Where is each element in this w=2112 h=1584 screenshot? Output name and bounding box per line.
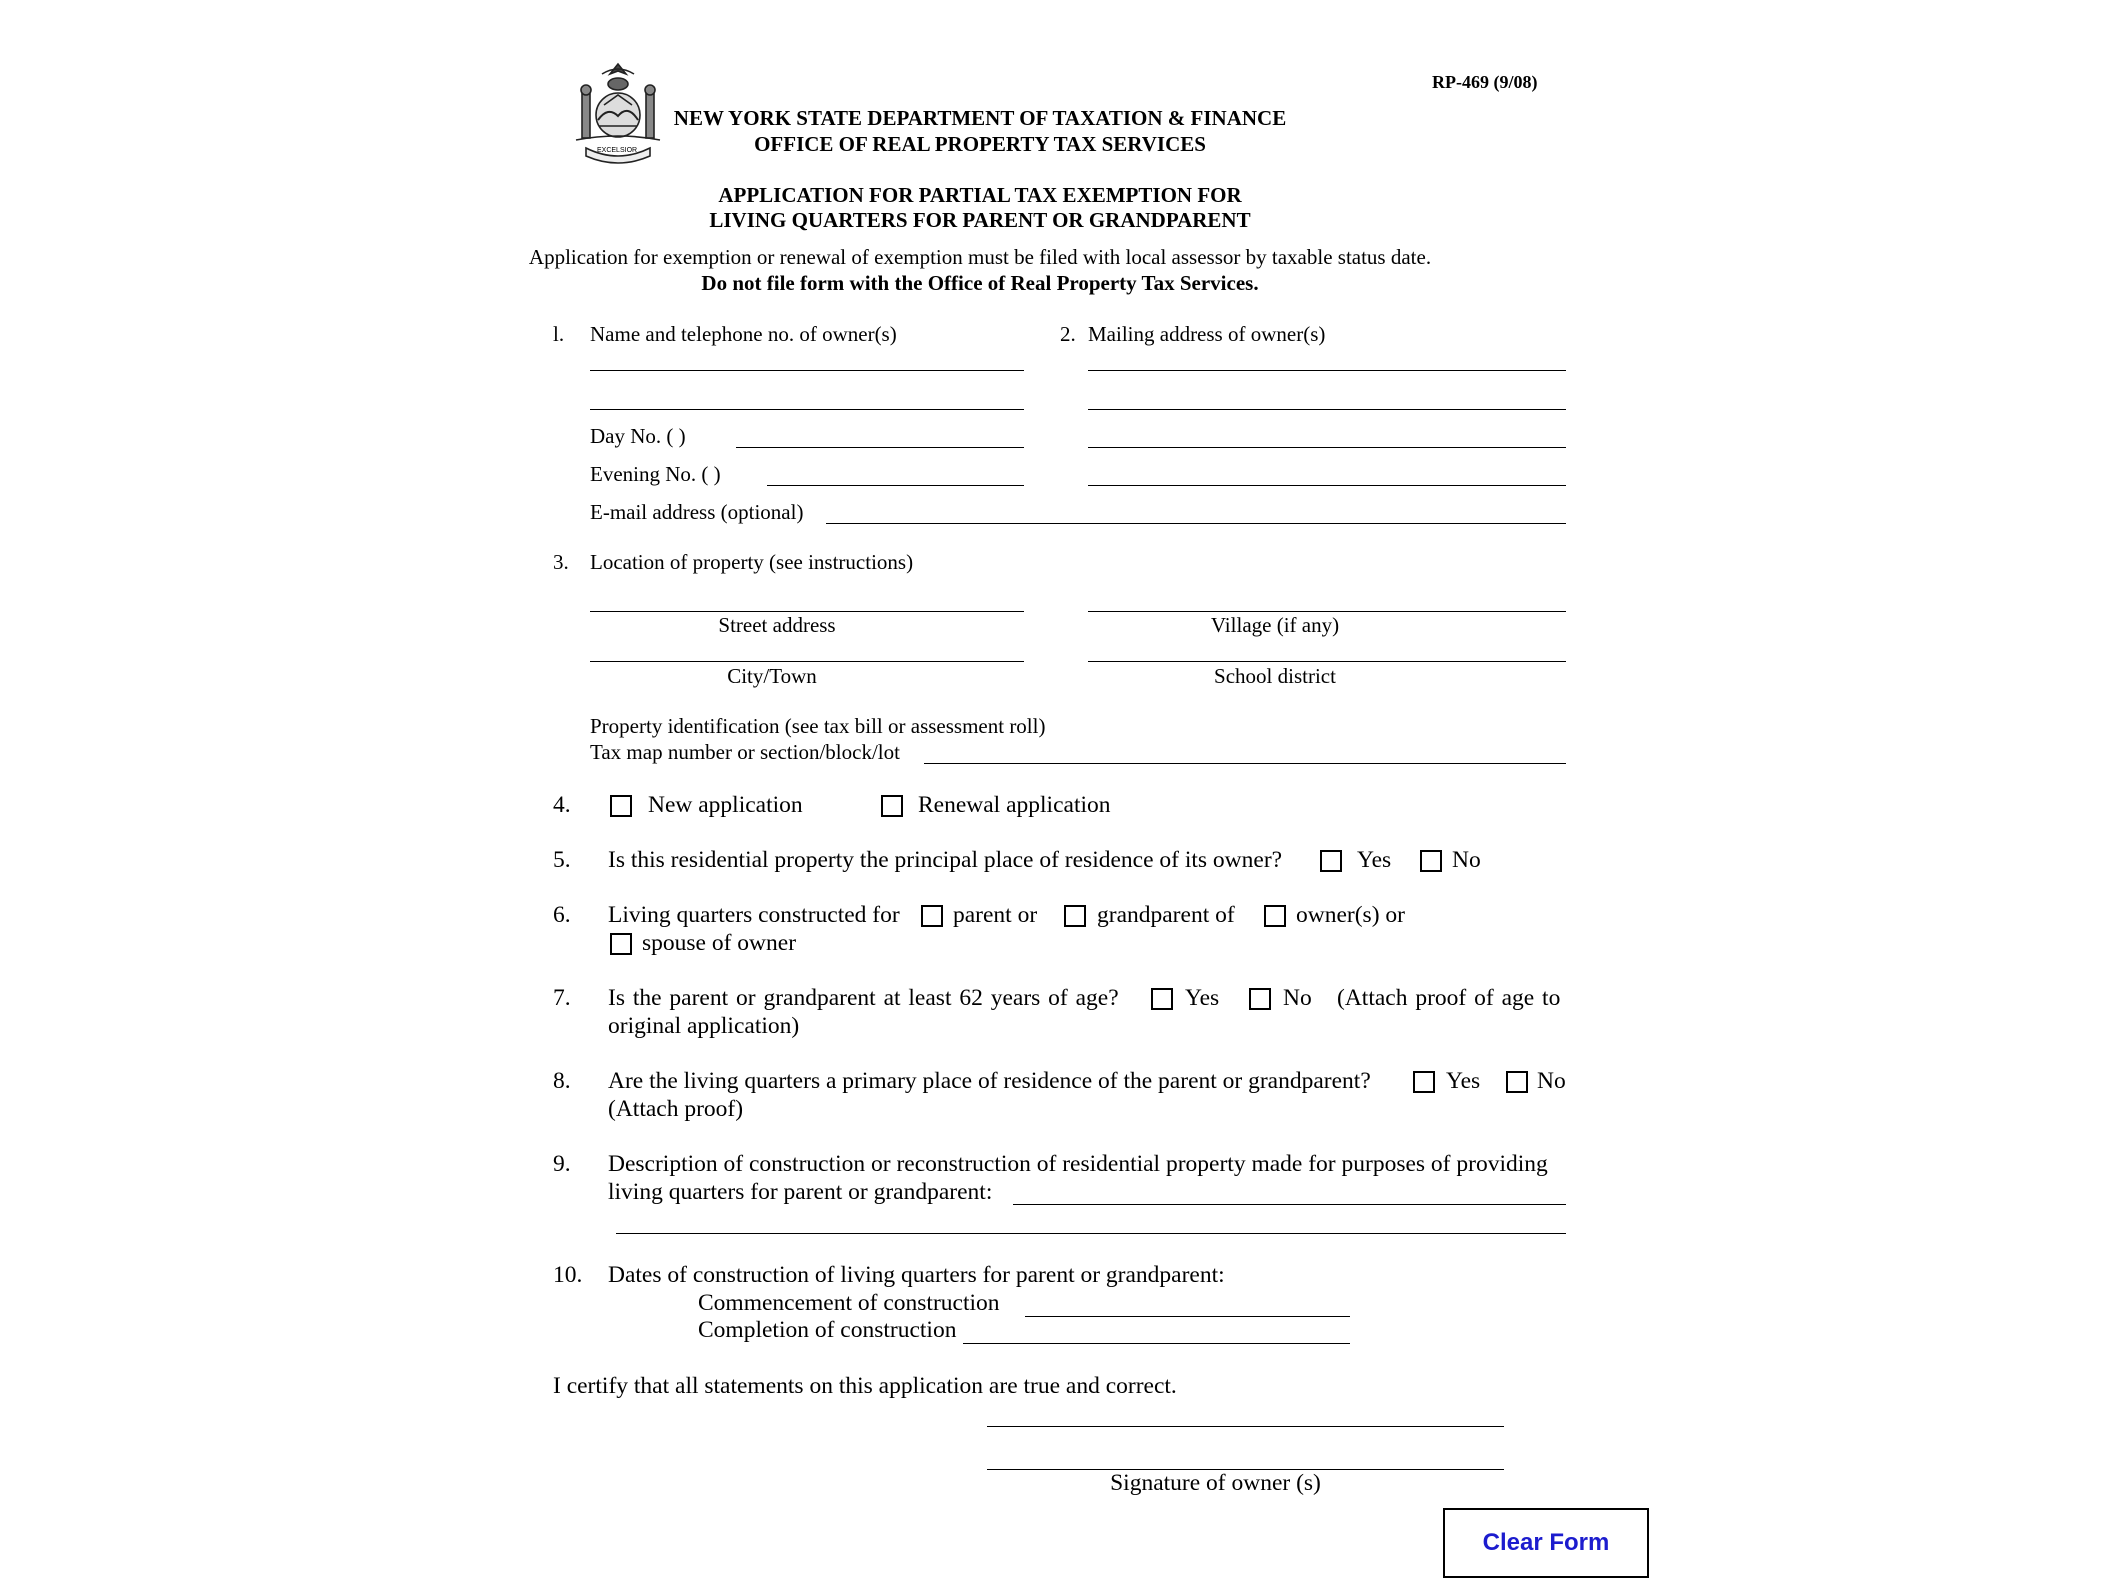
q9-text-line-2: living quarters for parent or grandparent:	[608, 1179, 993, 1205]
q7-number: 7.	[553, 985, 571, 1011]
property-id-label: Property identification (see tax bill or assessment roll)	[590, 714, 1046, 738]
renewal-application-label: Renewal application	[918, 792, 1111, 818]
filing-warning: Do not file form with the Office of Real Property Tax Services.	[701, 271, 1259, 295]
q7-yes-checkbox[interactable]	[1151, 988, 1173, 1010]
day-phone-label: Day No. ( )	[590, 424, 686, 448]
q7-note: (Attach proof of age to	[1337, 985, 1561, 1011]
spouse-label: spouse of owner	[642, 930, 797, 956]
spouse-checkbox[interactable]	[610, 933, 632, 955]
q3-label: Location of property (see instructions)	[590, 550, 914, 574]
commencement-date-field[interactable]	[1025, 1316, 1350, 1317]
q7-text: Is the parent or grandparent at least 62 years of age?	[608, 985, 1119, 1011]
q5-no-checkbox[interactable]	[1420, 850, 1442, 872]
form-number: RP-469 (9/08)	[1432, 72, 1538, 92]
city-town-field[interactable]	[590, 661, 1024, 662]
q1-number: l.	[553, 322, 565, 346]
q7-note-continued: original application)	[608, 1013, 800, 1039]
form-title-line-1: APPLICATION FOR PARTIAL TAX EXEMPTION FOR	[718, 183, 1242, 207]
q5-no-label: No	[1452, 847, 1481, 873]
q8-yes-checkbox[interactable]	[1413, 1071, 1435, 1093]
q5-yes-checkbox[interactable]	[1320, 850, 1342, 872]
school-district-field[interactable]	[1088, 661, 1566, 662]
form-title-line-2: LIVING QUARTERS FOR PARENT OR GRANDPARENT	[709, 208, 1251, 232]
mailing-address-line-3[interactable]	[1088, 447, 1566, 448]
q10-number: 10.	[553, 1262, 583, 1288]
q6-number: 6.	[553, 902, 571, 928]
village-caption: Village (if any)	[1210, 613, 1340, 637]
q10-text: Dates of construction of living quarters for parent or grandparent:	[608, 1262, 1225, 1288]
seal-motto: EXCELSIOR	[597, 147, 638, 154]
commencement-label: Commencement of construction	[698, 1290, 1000, 1316]
mailing-address-line-2[interactable]	[1088, 409, 1566, 410]
signature-caption: Signature of owner (s)	[1110, 1470, 1321, 1496]
tax-map-field[interactable]	[924, 763, 1566, 764]
day-phone-field[interactable]	[736, 447, 1024, 448]
q5-yes-label: Yes	[1357, 847, 1392, 873]
q8-number: 8.	[553, 1068, 571, 1094]
new-application-label: New application	[648, 792, 803, 818]
q9-text-line-1: Description of construction or reconstruction of residential property made for purposes of providing	[608, 1151, 1548, 1177]
parent-label: parent or	[953, 902, 1038, 928]
q2-number: 2.	[1060, 322, 1076, 346]
new-application-checkbox[interactable]	[610, 795, 632, 817]
mailing-address-line-4[interactable]	[1088, 485, 1566, 486]
q3-number: 3.	[553, 550, 569, 574]
q8-yes-label: Yes	[1446, 1068, 1481, 1094]
q7-no-checkbox[interactable]	[1249, 988, 1271, 1010]
q9-number: 9.	[553, 1151, 571, 1177]
q2-label: Mailing address of owner(s)	[1088, 322, 1326, 346]
construction-description-line-1[interactable]	[1013, 1204, 1566, 1205]
evening-phone-label: Evening No. ( )	[590, 462, 721, 486]
agency-line-1: NEW YORK STATE DEPARTMENT OF TAXATION & FINANCE	[673, 106, 1287, 130]
construction-description-line-2[interactable]	[616, 1233, 1566, 1234]
q8-no-checkbox[interactable]	[1506, 1071, 1528, 1093]
street-address-caption: Street address	[718, 613, 836, 637]
tax-map-label: Tax map number or section/block/lot	[590, 740, 900, 764]
school-district-caption: School district	[1214, 664, 1336, 688]
filing-instructions: Application for exemption or renewal of exemption must be filed with local assessor by taxable status date.	[528, 245, 1432, 269]
completion-date-field[interactable]	[963, 1343, 1350, 1344]
city-town-caption: City/Town	[727, 664, 817, 688]
q8-text: Are the living quarters a primary place of residence of the parent or grandparent?	[608, 1068, 1371, 1094]
q1-label: Name and telephone no. of owner(s)	[590, 322, 897, 346]
email-label: E-mail address (optional)	[590, 500, 804, 524]
q8-no-label: No	[1537, 1068, 1566, 1094]
q7-yes-label: Yes	[1185, 985, 1220, 1011]
renewal-application-checkbox[interactable]	[881, 795, 903, 817]
mailing-address-line-1[interactable]	[1088, 370, 1566, 371]
owner-name-line-2[interactable]	[590, 409, 1024, 410]
parent-checkbox[interactable]	[921, 905, 943, 927]
owner-label: owner(s) or	[1296, 902, 1405, 928]
completion-label: Completion of construction	[698, 1317, 957, 1343]
q4-number: 4.	[553, 792, 571, 818]
certification-statement: I certify that all statements on this application are true and correct.	[553, 1373, 1177, 1399]
grandparent-checkbox[interactable]	[1064, 905, 1086, 927]
q5-number: 5.	[553, 847, 571, 873]
email-field[interactable]	[826, 523, 1566, 524]
evening-phone-field[interactable]	[767, 485, 1024, 486]
q6-text: Living quarters constructed for	[608, 902, 900, 928]
village-field[interactable]	[1088, 611, 1566, 612]
agency-line-2: OFFICE OF REAL PROPERTY TAX SERVICES	[754, 132, 1206, 156]
signature-line-1[interactable]	[987, 1426, 1504, 1427]
clear-form-button[interactable]: Clear Form	[1443, 1508, 1649, 1578]
owner-checkbox[interactable]	[1264, 905, 1286, 927]
street-address-field[interactable]	[590, 611, 1024, 612]
owner-name-line-1[interactable]	[590, 370, 1024, 371]
grandparent-label: grandparent of	[1097, 902, 1235, 928]
q5-text: Is this residential property the principal place of residence of its owner?	[608, 847, 1283, 873]
q7-no-label: No	[1283, 985, 1312, 1011]
q8-note: (Attach proof)	[608, 1096, 744, 1122]
